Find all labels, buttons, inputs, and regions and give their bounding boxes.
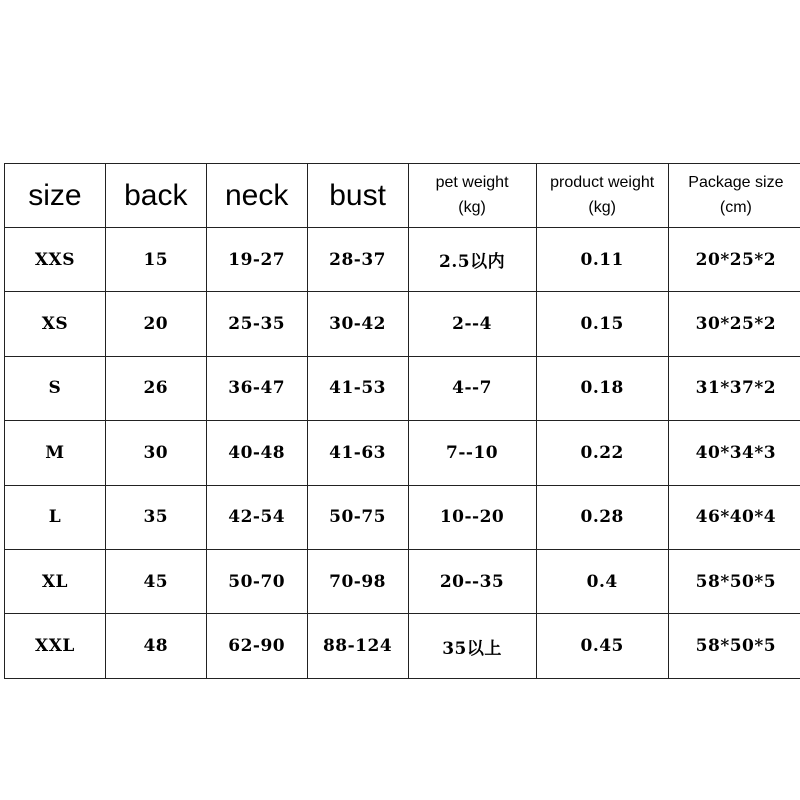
header-label: product weight [550, 173, 655, 191]
cell-back: 26 [105, 356, 206, 420]
cell-package-size: 46*40*4 [668, 485, 800, 549]
cell-package-size: 31*37*2 [668, 356, 800, 420]
cell-back: 48 [105, 614, 206, 678]
cell-pet-weight: 4--7 [408, 356, 536, 420]
cell-bust: 50-75 [307, 485, 408, 549]
cell-size: XXL [5, 614, 106, 678]
table-row [5, 421, 800, 485]
column-header-neck: neck [206, 164, 307, 228]
cell-back: 35 [105, 485, 206, 549]
cell-product-weight: 0.4 [536, 549, 668, 613]
size-chart-table [4, 163, 800, 679]
cell-size: XS [5, 292, 106, 356]
table-row [5, 614, 800, 678]
cell-product-weight: 0.11 [536, 228, 668, 292]
cell-size: XXS [5, 228, 106, 292]
table-row [5, 356, 800, 420]
cell-pet-weight: 7--10 [408, 421, 536, 485]
cell-bust: 88-124 [307, 614, 408, 678]
cell-neck: 50-70 [206, 549, 307, 613]
cell-product-weight: 0.22 [536, 421, 668, 485]
column-header-package-size [668, 164, 800, 228]
header-row [5, 164, 800, 228]
cell-pet-weight: 20--35 [408, 549, 536, 613]
cell-back: 20 [105, 292, 206, 356]
cell-product-weight: 0.15 [536, 292, 668, 356]
table-row [5, 549, 800, 613]
cell-bust: 41-63 [307, 421, 408, 485]
cell-bust: 41-53 [307, 356, 408, 420]
header-unit: (kg) [458, 198, 486, 216]
cell-neck: 62-90 [206, 614, 307, 678]
column-header-back: back [105, 164, 206, 228]
column-header-pet-weight [408, 164, 536, 228]
cell-product-weight: 0.18 [536, 356, 668, 420]
table-row [5, 485, 800, 549]
cell-size: S [5, 356, 106, 420]
cell-neck: 25-35 [206, 292, 307, 356]
cell-bust: 70-98 [307, 549, 408, 613]
header-label: pet weight [435, 173, 509, 191]
cell-pet-weight: 10--20 [408, 485, 536, 549]
cell-neck: 42-54 [206, 485, 307, 549]
column-header-size: size [5, 164, 106, 228]
cell-pet-weight: 2.5以内 [408, 228, 536, 292]
cell-package-size: 30*25*2 [668, 292, 800, 356]
cell-back: 30 [105, 421, 206, 485]
cell-neck: 36-47 [206, 356, 307, 420]
column-header-product-weight [536, 164, 668, 228]
header-unit: (kg) [588, 198, 616, 216]
cell-package-size: 58*50*5 [668, 614, 800, 678]
cell-package-size: 58*50*5 [668, 549, 800, 613]
header-label: Package size [688, 173, 784, 191]
cell-neck: 40-48 [206, 421, 307, 485]
cell-package-size: 20*25*2 [668, 228, 800, 292]
cell-product-weight: 0.28 [536, 485, 668, 549]
column-header-bust: bust [307, 164, 408, 228]
cell-neck: 19-27 [206, 228, 307, 292]
cell-pet-weight: 35以上 [408, 614, 536, 678]
cell-size: M [5, 421, 106, 485]
cell-size: L [5, 485, 106, 549]
cell-back: 45 [105, 549, 206, 613]
cell-pet-weight: 2--4 [408, 292, 536, 356]
cell-size: XL [5, 549, 106, 613]
table-body [5, 164, 800, 679]
cell-product-weight: 0.45 [536, 614, 668, 678]
cell-bust: 28-37 [307, 228, 408, 292]
cell-package-size: 40*34*3 [668, 421, 800, 485]
cell-bust: 30-42 [307, 292, 408, 356]
header-unit: (cm) [719, 198, 752, 216]
cell-back: 15 [105, 228, 206, 292]
table-row [5, 228, 800, 292]
table-row [5, 292, 800, 356]
